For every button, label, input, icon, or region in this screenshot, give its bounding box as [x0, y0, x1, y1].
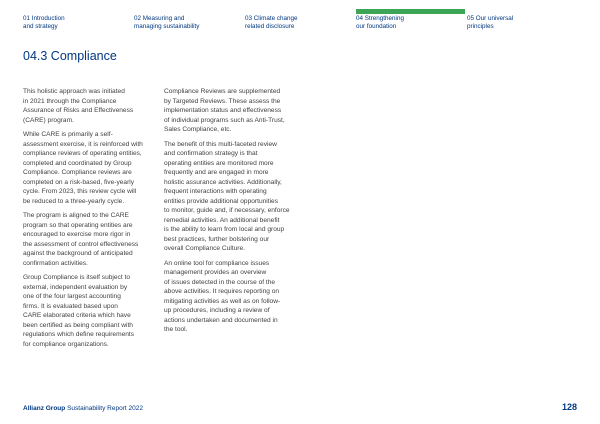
text-line: be reduced to a three-yearly cycle. [23, 197, 125, 205]
top-navigation [0, 0, 600, 40]
text-line: program so that operating entities are [23, 221, 133, 229]
text-line: encouraged to exercise more rigor in [23, 231, 131, 238]
nav-item-label: our foundation [356, 23, 397, 31]
text-line: assessment exercise, it is reinforced with [23, 140, 143, 148]
text-line: The program is aligned to the CARE [23, 212, 129, 219]
text-line: Group Compliance is itself subject to [23, 274, 131, 281]
nav-item-label: 05 Our universal [467, 15, 514, 22]
text-line: cycle. From 2023, this review cycle will [23, 188, 137, 195]
text-line: completed on a risk-based, five-yearly [23, 178, 135, 186]
paragraph [23, 211, 163, 268]
paragraph [164, 259, 304, 335]
text-line: Assurance of Risks and Effectiveness [23, 107, 134, 114]
nav-item-measuring[interactable] [134, 15, 234, 31]
text-line: and confirmation strategy is that [164, 150, 258, 157]
footer-report-name: Sustainability Report 2022 [67, 405, 143, 412]
text-line: up procedures, including a review of [164, 307, 270, 314]
text-line: of issues detected in the course of the [164, 278, 276, 286]
text-line: While CARE is primarily a self- [23, 131, 113, 138]
text-line: (CARE) program. [23, 116, 74, 124]
active-section-indicator [356, 9, 465, 14]
nav-item-label: principles [467, 23, 494, 31]
text-line: in 2021 through the Compliance [23, 97, 117, 105]
footer-report-title [23, 405, 143, 412]
nav-item-principles[interactable] [467, 15, 567, 31]
text-line: been certified as being compliant with [23, 321, 133, 329]
paragraph [164, 87, 304, 135]
text-line: of individual programs such as Anti-Trust, [164, 116, 285, 124]
text-line: against the background of anticipated [23, 250, 133, 257]
nav-item-label: 01 Introduction [23, 15, 65, 22]
text-line: management provides an overview [164, 269, 267, 276]
right-column [164, 87, 304, 340]
text-line: mitigating activities as well as on follow- [164, 297, 281, 305]
nav-item-label: 04 Strengthening [356, 15, 404, 22]
text-line: remedial activities. An additional benefit [164, 216, 280, 224]
text-line: frequent interactions with operating [164, 188, 267, 195]
text-line: The benefit of this multi-faceted review [164, 140, 277, 148]
text-line: holistic assurance activities. Additionally, [164, 178, 282, 186]
text-line: Compliance Reviews are supplemented [164, 88, 281, 95]
page-number: 128 [561, 402, 577, 412]
text-line: entities provide additional opportunities [164, 197, 278, 205]
nav-item-climate[interactable] [245, 15, 345, 31]
text-line: firms. It is evaluated based upon [23, 302, 118, 310]
text-line: implementation status and effectiveness [164, 107, 282, 114]
text-line: best practices, further bolstering our [164, 235, 270, 243]
page-title: 04.3 Compliance [23, 49, 117, 63]
text-line: An online tool for compliance issues [164, 259, 270, 267]
nav-item-introduction[interactable] [23, 15, 123, 31]
paragraph [23, 273, 163, 349]
text-line: Compliance. Compliance reviews are [23, 169, 132, 176]
text-line: overall Compliance Culture. [164, 245, 245, 252]
nav-item-label: related disclosure [245, 23, 295, 31]
nav-item-foundation[interactable] [356, 15, 456, 31]
text-line: operating entities are monitored more [164, 159, 274, 167]
text-line: by Targeted Reviews. These assess the [164, 97, 281, 105]
text-line: the assessment of control effectiveness [23, 240, 139, 248]
text-line: completed and coordinated by Group [23, 159, 132, 167]
text-line: Sales Compliance, etc. [164, 126, 232, 133]
text-line: the tool. [164, 326, 188, 333]
text-line: for compliance organizations. [23, 340, 109, 348]
text-line: regulations which define requirements [23, 331, 135, 338]
paragraph [23, 87, 163, 125]
left-column [23, 87, 163, 354]
text-line: compliance reviews of operating entities, [23, 150, 142, 157]
text-line: to monitor, guide and, if necessary, enforce [164, 207, 290, 214]
nav-item-label: 02 Measuring and [134, 15, 185, 22]
paragraph [23, 130, 163, 206]
paragraph [164, 140, 304, 254]
text-line: is the ability to learn from local and group [164, 226, 285, 233]
text-line: CARE elaborated criteria which have [23, 312, 131, 319]
footer-brand: Allianz Group [23, 405, 66, 412]
text-line: one of the four largest accounting [23, 293, 121, 300]
nav-item-label: managing sustainability [134, 23, 200, 31]
nav-item-label: and strategy [23, 23, 58, 31]
text-line: actions undertaken and documented in [164, 316, 278, 324]
nav-item-label: 03 Climate change [245, 15, 298, 22]
text-line: external, independent evaluation by [23, 283, 128, 291]
text-line: confirmation activities. [23, 259, 88, 267]
text-line: This holistic approach was initiated [23, 88, 125, 95]
text-line: above activities. It requires reporting on [164, 288, 280, 295]
text-line: frequently and are engaged in more [164, 169, 269, 176]
